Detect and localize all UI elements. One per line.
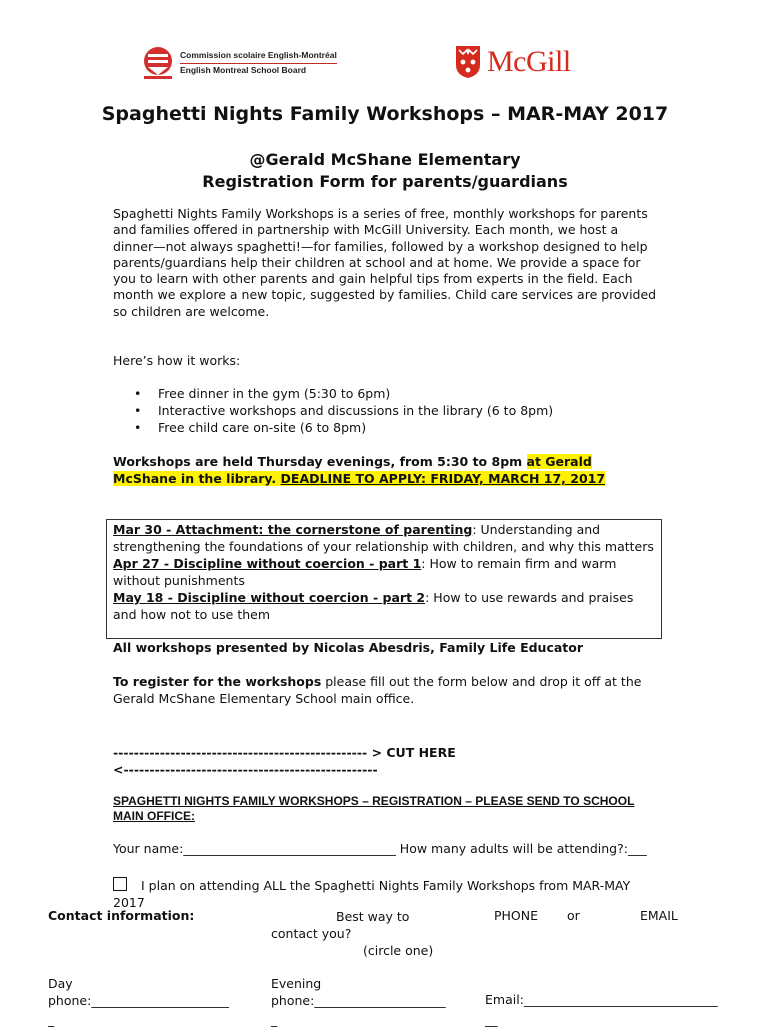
name-field[interactable]: Your name:__________________________________ How many adults will be attending?:___ — [113, 841, 647, 856]
mcgill-wordmark: McGill — [487, 45, 571, 78]
location-highlight: at Gerald McShane in the library. — [113, 454, 592, 486]
evening-phone-field[interactable]: Evening phone:_____________________ — [271, 976, 446, 1008]
emsb-logo-mark — [142, 45, 174, 81]
session-item: Mar 30 - Attachment: the cornerstone of parenting: Understanding and strengthening the foundations of your relationship with children, and why this matters — [113, 522, 654, 554]
attend-all-checkbox[interactable] — [113, 877, 127, 891]
register-instructions: To register for the workshops please fill out the form below and drop it off at the Gerald McShane Elementary School main office. — [113, 674, 642, 706]
contact-label: Contact information: — [48, 908, 195, 923]
emsb-name-en: English Montreal School Board — [180, 65, 307, 75]
mcgill-logo — [455, 44, 571, 80]
bullet-item: • Interactive workshops and discussions in the library (6 to 8pm) — [134, 402, 554, 418]
schedule-notice: Workshops are held Thursday evenings, from 5:30 to 8pm at Gerald McShane in the library. DEADLINE TO APPLY: FRIDAY, MARCH 17, 2017 — [113, 454, 606, 486]
underline-fragment: __ — [485, 1012, 498, 1027]
intro-paragraph: Spaghetti Nights Family Workshops is a series of free, monthly workshops for parents and families offered in partnership with McGill University. Each month, we host a dinner—not always spaghetti!—for families, followed by a workshop designed to help parents/guardians help their children at school and at home. We provide a space for you to learn with other parents and gain helpful tips from experts in the field. Each month we explore a new topic, suggested by families. Child care services are provided so children are welcome. — [113, 206, 657, 319]
bullet-item: • Free child care on-site (6 to 8pm) — [134, 419, 367, 435]
mcgill-crest-icon — [455, 45, 481, 79]
day-phone-field[interactable]: Day phone:______________________ — [48, 976, 229, 1008]
session-item: Apr 27 - Discipline without coercion - part 1: How to remain firm and warm without punishments — [113, 556, 617, 588]
bullet-item: • Free dinner in the gym (5:30 to 6pm) — [134, 386, 391, 401]
underline-fragment: _ — [271, 1012, 278, 1027]
cut-line-arrow: <------------------------------------------------- — [113, 762, 378, 777]
phone-option[interactable]: PHONE — [494, 908, 539, 923]
session-item: May 18 - Discipline without coercion - part 2: How to use rewards and praises and how not to use them — [113, 590, 634, 622]
page-title: Spaghetti Nights Family Workshops – MAR-MAY 2017 — [101, 103, 669, 125]
email-field[interactable]: Email:_______________________________ — [485, 992, 718, 1007]
or-label: or — [567, 908, 580, 923]
emsb-logo — [142, 43, 348, 83]
emsb-name-fr: Commission scolaire English-Montréal — [180, 49, 337, 64]
how-it-works-label: Here’s how it works: — [113, 353, 241, 368]
registration-heading: SPAGHETTI NIGHTS FAMILY WORKSHOPS – REGISTRATION – PLEASE SEND TO SCHOOL MAIN OFFICE: — [113, 794, 635, 823]
email-option[interactable]: EMAIL — [640, 908, 678, 923]
sessions-list — [113, 521, 658, 623]
presenter-line: All workshops presented by Nicolas Abesdris, Family Life Educator — [113, 640, 584, 655]
attend-all-option[interactable]: I plan on attending ALL the Spaghetti Nights Family Workshops from MAR-MAY 2017 — [113, 878, 631, 910]
how-it-works-list — [134, 386, 553, 436]
deadline-text: DEADLINE TO APPLY: FRIDAY, MARCH 17, 2017 — [280, 471, 606, 486]
cut-line: ------------------------------------------------- > CUT HERE — [113, 745, 456, 760]
school-subtitle: @Gerald McShane Elementary — [249, 150, 521, 169]
form-subtitle: Registration Form for parents/guardians — [202, 172, 568, 191]
underline-fragment: _ — [48, 1012, 55, 1027]
best-way-label: Best way to contact you? (circle one) — [271, 909, 434, 958]
